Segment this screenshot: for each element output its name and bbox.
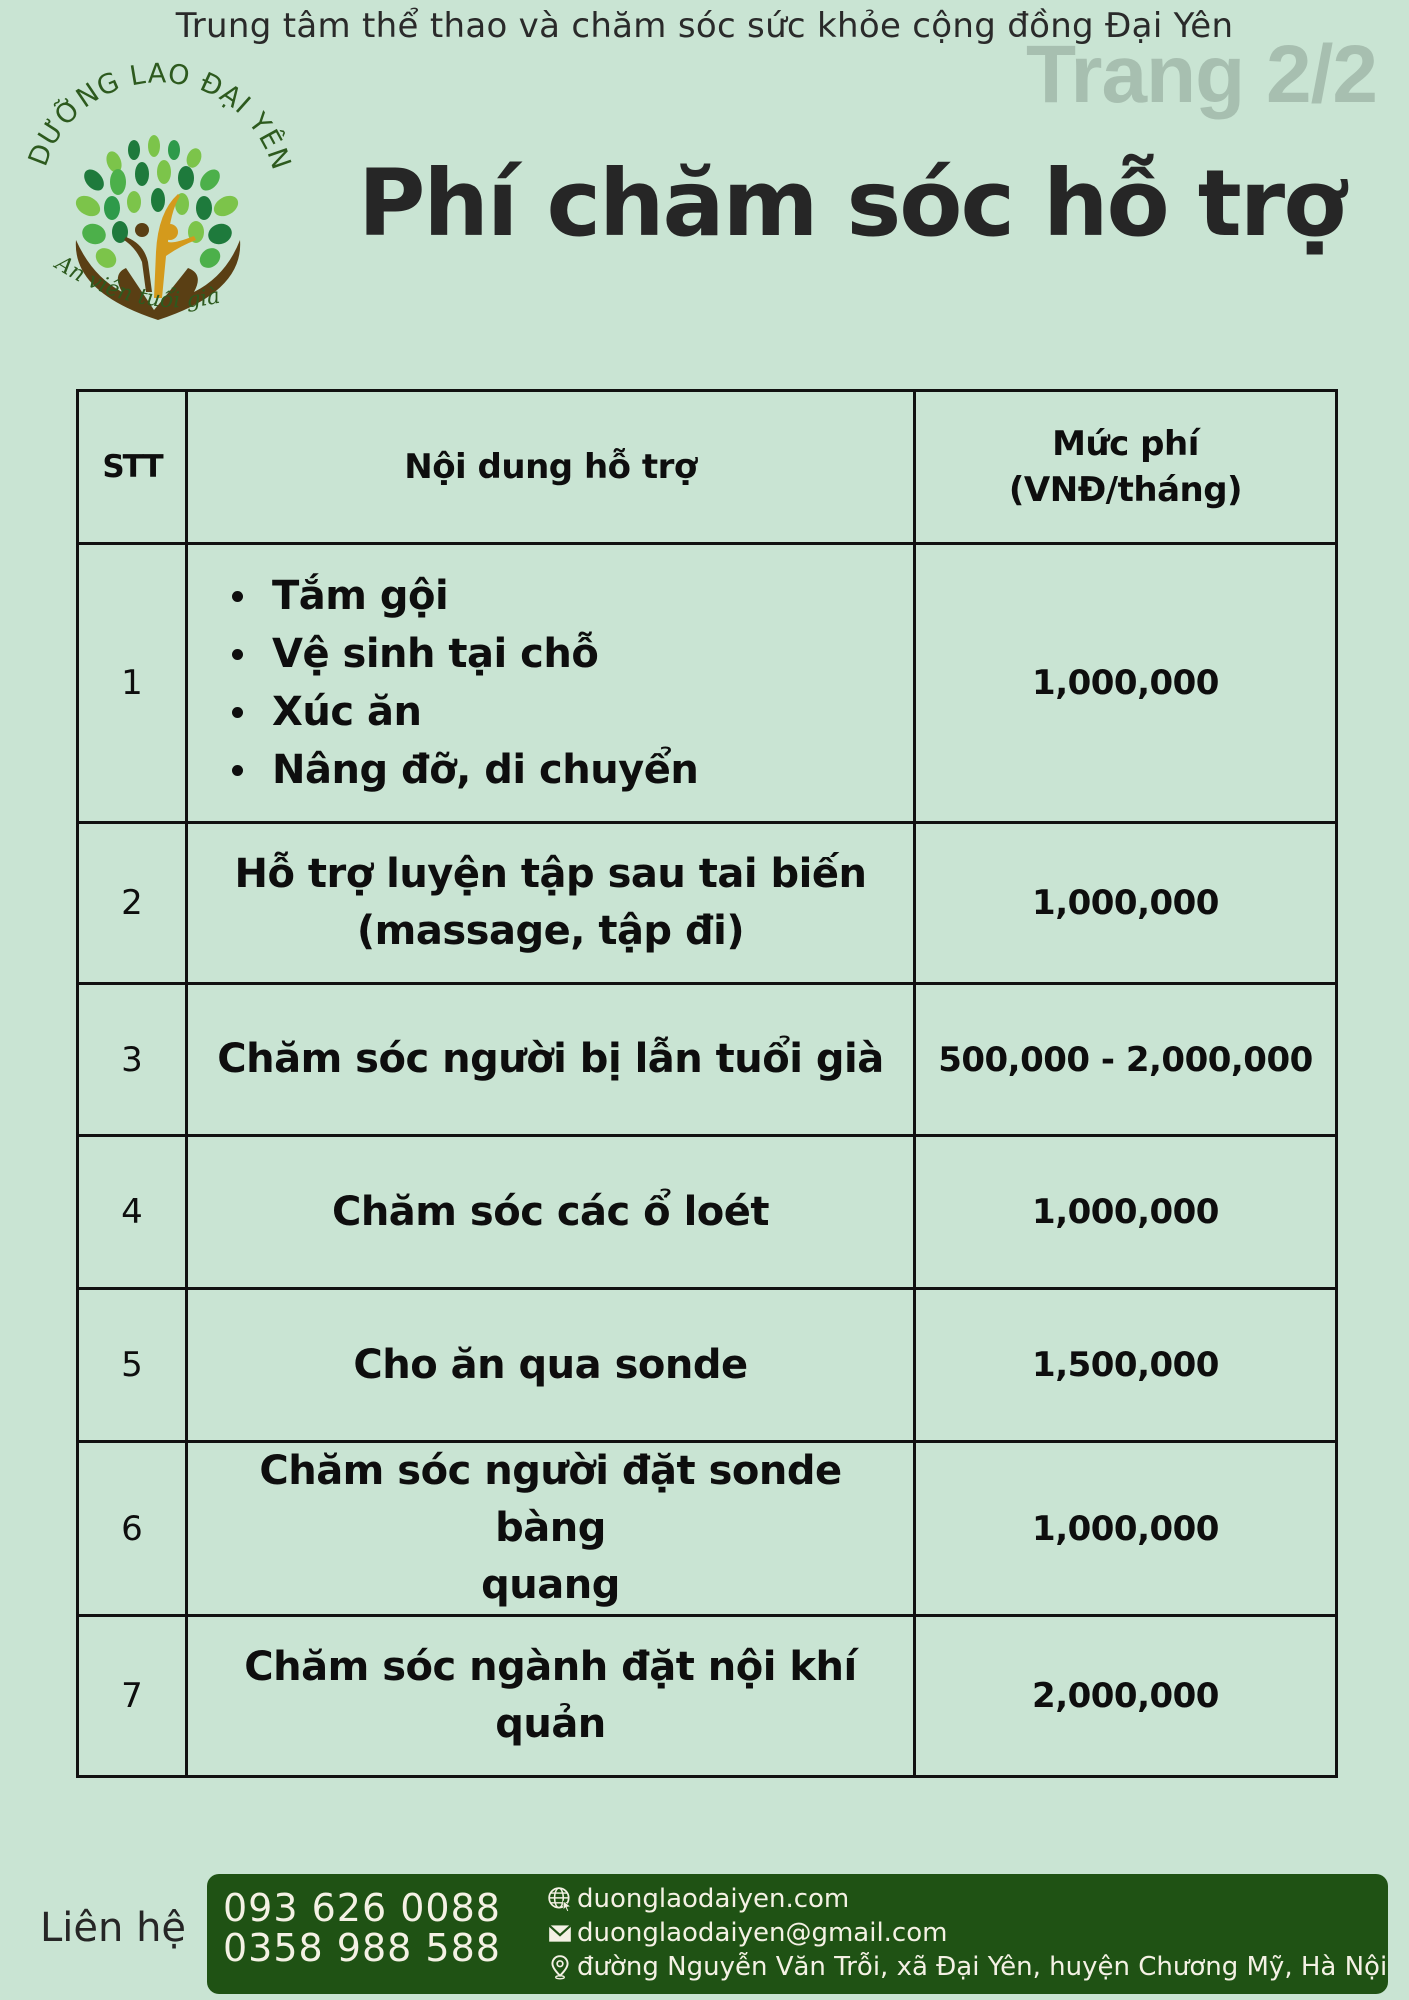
row-content bbox=[187, 823, 915, 984]
row-content: Cho ăn qua sonde bbox=[187, 1289, 915, 1442]
logo bbox=[14, 62, 304, 352]
website-line bbox=[547, 1882, 1387, 1916]
address-text: đường Nguyễn Văn Trỗi, xã Đại Yên, huyện Chương Mỹ, Hà Nội bbox=[577, 1952, 1388, 1982]
phone-number[interactable]: 093 626 0088 bbox=[223, 1886, 501, 1930]
phone-number[interactable]: 0358 988 588 bbox=[223, 1926, 501, 1970]
table-row bbox=[78, 823, 1337, 984]
row-content bbox=[187, 544, 915, 823]
mail-icon bbox=[547, 1920, 573, 1946]
page-indicator: Trang 2/2 bbox=[1025, 29, 1377, 120]
row-stt: 6 bbox=[78, 1442, 187, 1616]
phone-numbers bbox=[223, 1888, 501, 1968]
row-content bbox=[187, 1442, 915, 1616]
table-row bbox=[78, 1442, 1337, 1616]
fee-table bbox=[76, 389, 1338, 1778]
row-fee: 1,000,000 bbox=[915, 823, 1337, 984]
row-content-line: Chăm sóc ngành đặt nội khí bbox=[244, 1644, 857, 1690]
list-item: Nâng đỡ, di chuyển bbox=[228, 741, 903, 799]
location-pin-icon bbox=[547, 1954, 573, 1980]
row-stt: 2 bbox=[78, 823, 187, 984]
table-row bbox=[78, 1289, 1337, 1442]
table-row bbox=[78, 984, 1337, 1136]
contact-box bbox=[207, 1874, 1388, 1994]
row-stt: 4 bbox=[78, 1136, 187, 1289]
svg-text:DƯỠNG LÃO ĐẠI YÊN: DƯỠNG LÃO ĐẠI YÊN bbox=[22, 62, 297, 175]
header-fee bbox=[915, 391, 1337, 544]
row-content-line: (massage, tập đi) bbox=[356, 908, 745, 954]
page-title: Phí chăm sóc hỗ trợ bbox=[358, 150, 1345, 257]
row-content: Chăm sóc các ổ loét bbox=[187, 1136, 915, 1289]
row-stt: 3 bbox=[78, 984, 187, 1136]
header-stt: STT bbox=[78, 391, 187, 544]
svg-text:An viên tuổi già: An viên tuổi già bbox=[50, 250, 223, 314]
table-row bbox=[78, 544, 1337, 823]
header-fee-line1: Mức phí bbox=[1052, 424, 1199, 464]
table-row bbox=[78, 1616, 1337, 1777]
task-list bbox=[198, 567, 903, 799]
row-fee: 1,000,000 bbox=[915, 544, 1337, 823]
globe-icon bbox=[547, 1886, 573, 1912]
row-fee: 1,500,000 bbox=[915, 1289, 1337, 1442]
contact-label: Liên hệ bbox=[40, 1905, 187, 1951]
list-item: Xúc ăn bbox=[228, 683, 903, 741]
row-stt: 1 bbox=[78, 544, 187, 823]
table-row bbox=[78, 1136, 1337, 1289]
list-item: Tắm gội bbox=[228, 567, 903, 625]
table-header-row bbox=[78, 391, 1337, 544]
row-content-line: quản bbox=[495, 1701, 606, 1747]
row-content bbox=[187, 1616, 915, 1777]
header-fee-line2: (VNĐ/tháng) bbox=[1008, 470, 1243, 510]
subtitle-organization: Trung tâm thể thao và chăm sóc sức khỏe cộng đồng Đại Yên bbox=[175, 6, 1234, 46]
address-line bbox=[547, 1950, 1387, 1984]
email-line bbox=[547, 1916, 1387, 1950]
email-link[interactable]: duonglaodaiyen@gmail.com bbox=[577, 1918, 948, 1948]
logo-tree-icon bbox=[14, 62, 304, 352]
row-fee: 2,000,000 bbox=[915, 1616, 1337, 1777]
website-link[interactable]: duonglaodaiyen.com bbox=[577, 1884, 850, 1914]
list-item: Vệ sinh tại chỗ bbox=[228, 625, 903, 683]
row-stt: 7 bbox=[78, 1616, 187, 1777]
contact-info bbox=[547, 1882, 1387, 1984]
header-content: Nội dung hỗ trợ bbox=[187, 391, 915, 544]
row-content-line: Chăm sóc người đặt sonde bàng bbox=[259, 1448, 842, 1551]
row-fee: 500,000 - 2,000,000 bbox=[915, 984, 1337, 1136]
row-content: Chăm sóc người bị lẫn tuổi già bbox=[187, 984, 915, 1136]
row-fee: 1,000,000 bbox=[915, 1136, 1337, 1289]
row-stt: 5 bbox=[78, 1289, 187, 1442]
row-content-line: quang bbox=[481, 1562, 620, 1608]
row-content-line: Hỗ trợ luyện tập sau tai biến bbox=[234, 851, 867, 897]
row-fee: 1,000,000 bbox=[915, 1442, 1337, 1616]
